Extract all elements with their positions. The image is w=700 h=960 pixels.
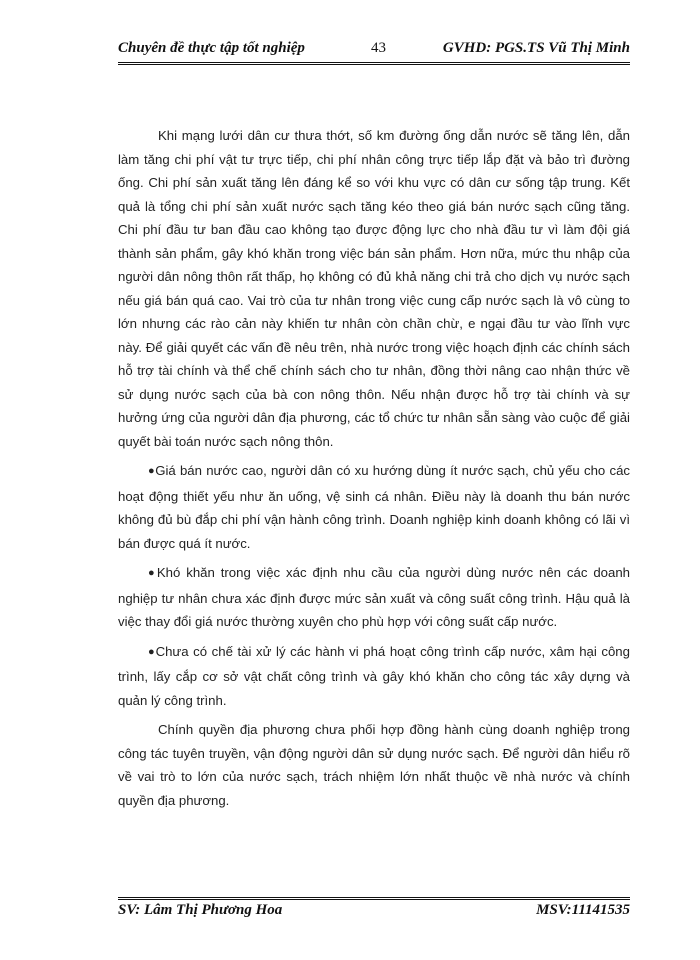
bullet-item-1 (118, 459, 630, 555)
bullet-text-3: Chưa có chế tài xử lý các hành vi phá hoạt công trình cấp nước, xâm hại công trình, lấy cắp cơ sở vật chất công trình và gây khó khăn cho công tác xây dựng và quản lý công trình. (118, 643, 630, 708)
header-rule (118, 62, 630, 65)
bullet-text-1: Giá bán nước cao, người dân có xu hướng dùng ít nước sạch, chủ yếu cho các hoạt động thiết yếu như ăn uống, vệ sinh cá nhân. Điều này là doanh thu bán nước không đủ bù đắp chi phí vận hành công trình. Doanh nghiệp kinh doanh không có lãi vì bán được quá ít nước. (118, 463, 630, 551)
bullet-icon: ● (148, 645, 156, 658)
header-supervisor: GVHD: PGS.TS Vũ Thị Minh (442, 40, 630, 56)
footer-student-id: MSV:11141535 (536, 902, 630, 918)
bullet-item-2 (118, 561, 630, 634)
bullet-icon: ● (148, 567, 157, 579)
bullet-text-2: Khó khăn trong việc xác định nhu cầu của người dùng nước nên các doanh nghiệp tư nhân chưa xác định được mức sản xuất và công suất công trình. Hậu quả là việc thay đổi giá nước thường xuyên cho phù hợp với công suất cấp nước. (118, 565, 631, 629)
bullet-item-3 (118, 640, 630, 713)
footer-student-name: SV: Lâm Thị Phương Hoa (118, 902, 283, 918)
page-footer (118, 902, 630, 924)
body-paragraph-1: Khi mạng lưới dân cư thưa thớt, số km đường ống dẫn nước sẽ tăng lên, dẫn làm tăng chi phí vật tư trực tiếp, chi phí nhân công trực tiếp lắp đặt và bảo trì đường ống. Chi phí sản xuất tăng lên đáng kể so với khu vực có dân cư sống tập trung. Kết quả là tổng chi phí sản xuất nước sạch tăng kéo theo giá bán nước sạch cũng tăng. Chi phí đầu tư ban đầu cao không tạo được động lực cho nhà đầu tư vì làm đội giá thành sản phẩm, gây khó khăn trong việc bán sản phẩm. Hơn nữa, mức thu nhập của người dân nông thôn rất thấp, họ không có đủ khả năng chi trả cho dịch vụ nước sạch nếu giá bán quá cao. Vai trò của tư nhân trong việc cung cấp nước sạch là vô cùng to lớn nhưng các rào cản này khiến tư nhân còn chần chừ, e ngại đầu tư vào lĩnh vực này. Để giải quyết các vấn đề nêu trên, nhà nước trong việc hoạch định các chính sách hỗ trợ tài chính và thể chế chính sách cho tư nhân, đồng thời nâng cao nhận thức về sử dụng nước sạch của bà con nông thôn. Nếu nhận được hỗ trợ tài chính và sự hưởng ứng của người dân địa phương, các tổ chức tư nhân sẵn sàng vào cuộc để giải quyết bài toán nước sạch nông thôn. (118, 128, 630, 449)
header-thesis-title: Chuyên đề thực tập tốt nghiệp (118, 40, 305, 56)
bullet-icon: ● (148, 465, 156, 477)
body-paragraph-2: Chính quyền địa phương chưa phối hợp đồng hành cùng doanh nghiệp trong công tác tuyên truyền, vận động người dân sử dụng nước sạch. Để người dân hiểu rõ về vai trò to lớn của nước sạch, trách nhiệm lớn nhất thuộc về nhà nước và chính quyền địa phương. (118, 722, 630, 808)
document-body (118, 124, 630, 812)
footer-rule (118, 897, 630, 900)
page-number: 43 (371, 40, 386, 56)
page-header (118, 40, 630, 64)
